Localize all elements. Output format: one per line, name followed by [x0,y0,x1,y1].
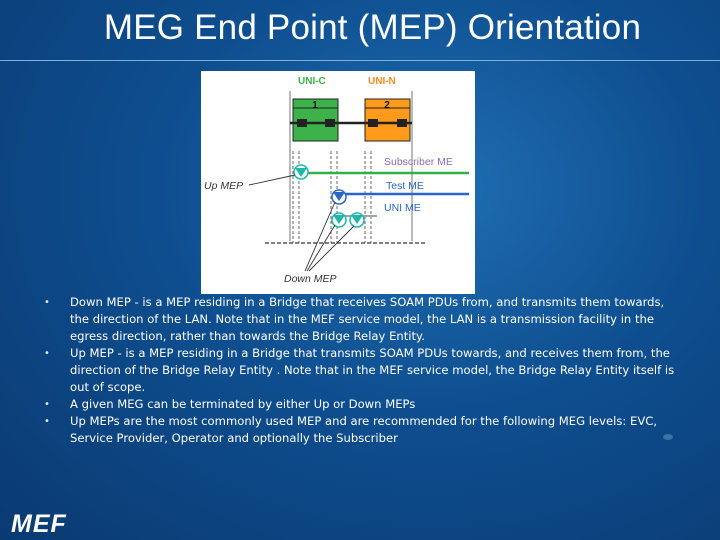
bullet-marker: • [44,399,50,410]
bullet-item [44,413,676,447]
down-mep-pointer-3 [309,226,354,271]
port-n-left [368,119,378,127]
test-me-label: Test ME [386,180,424,192]
bullet-marker: • [44,416,50,427]
down-mep-label: Down MEP [284,273,337,285]
bullet-text: A given MEG can be terminated by either Up or Down MEPs [70,397,416,411]
down-mep-marker-left [332,213,346,227]
bullet-item [44,345,676,396]
up-mep-pointer [249,175,295,185]
up-mep-marker [294,165,308,179]
mef-logo-svg [10,510,82,536]
mef-logo [10,510,82,536]
slide-title: MEG End Point (MEP) Orientation [103,8,642,47]
down-mep-marker-right [350,213,364,227]
title-divider [0,60,720,61]
box-1-label: 1 [312,100,318,111]
mef-logo-text: MEF [11,510,67,536]
bullet-list [44,294,676,447]
bullet-marker: • [44,348,50,359]
subscriber-me-label: Subscriber ME [384,156,453,168]
box-2-label: 2 [384,100,390,111]
bullet-item [44,396,676,413]
down-mep-pointer-2 [307,225,335,271]
bullet-text: Up MEP - is a MEP residing in a Bridge that transmits SOAM PDUs towards, and receives them from, the direction of the Bridge Relay Entity . Note that in the MEF service model, the Bridge Relay Entity itself is out of scope. [70,346,675,394]
decorative-dot [663,434,673,440]
diagram-svg [201,71,475,294]
bullet-text: Up MEPs are the most commonly used MEP and are recommended for the following MEG levels: EVC, Service Provider, Operator and optionally the Subscriber [70,414,658,445]
down-mep-pointer-1 [305,202,335,271]
port-c-left [297,119,307,127]
bullet-marker: • [44,297,50,308]
up-mep-label: Up MEP [204,180,244,192]
test-me-mep-marker [332,190,346,204]
mep-orientation-diagram [201,71,475,294]
bullet-item [44,294,676,345]
uni-c-label: UNI-C [298,76,326,87]
port-c-right [325,119,335,127]
bullet-text: Down MEP - is a MEP residing in a Bridge that receives SOAM PDUs from, and transmits them towards, the direction of the LAN. Note that in the MEF service model, the LAN is a transmission facility in the egress direction, rather than towards the Bridge Relay Entity. [70,295,665,343]
uni-me-label: UNI ME [384,202,421,214]
port-n-right [397,119,407,127]
uni-n-label: UNI-N [368,76,396,87]
